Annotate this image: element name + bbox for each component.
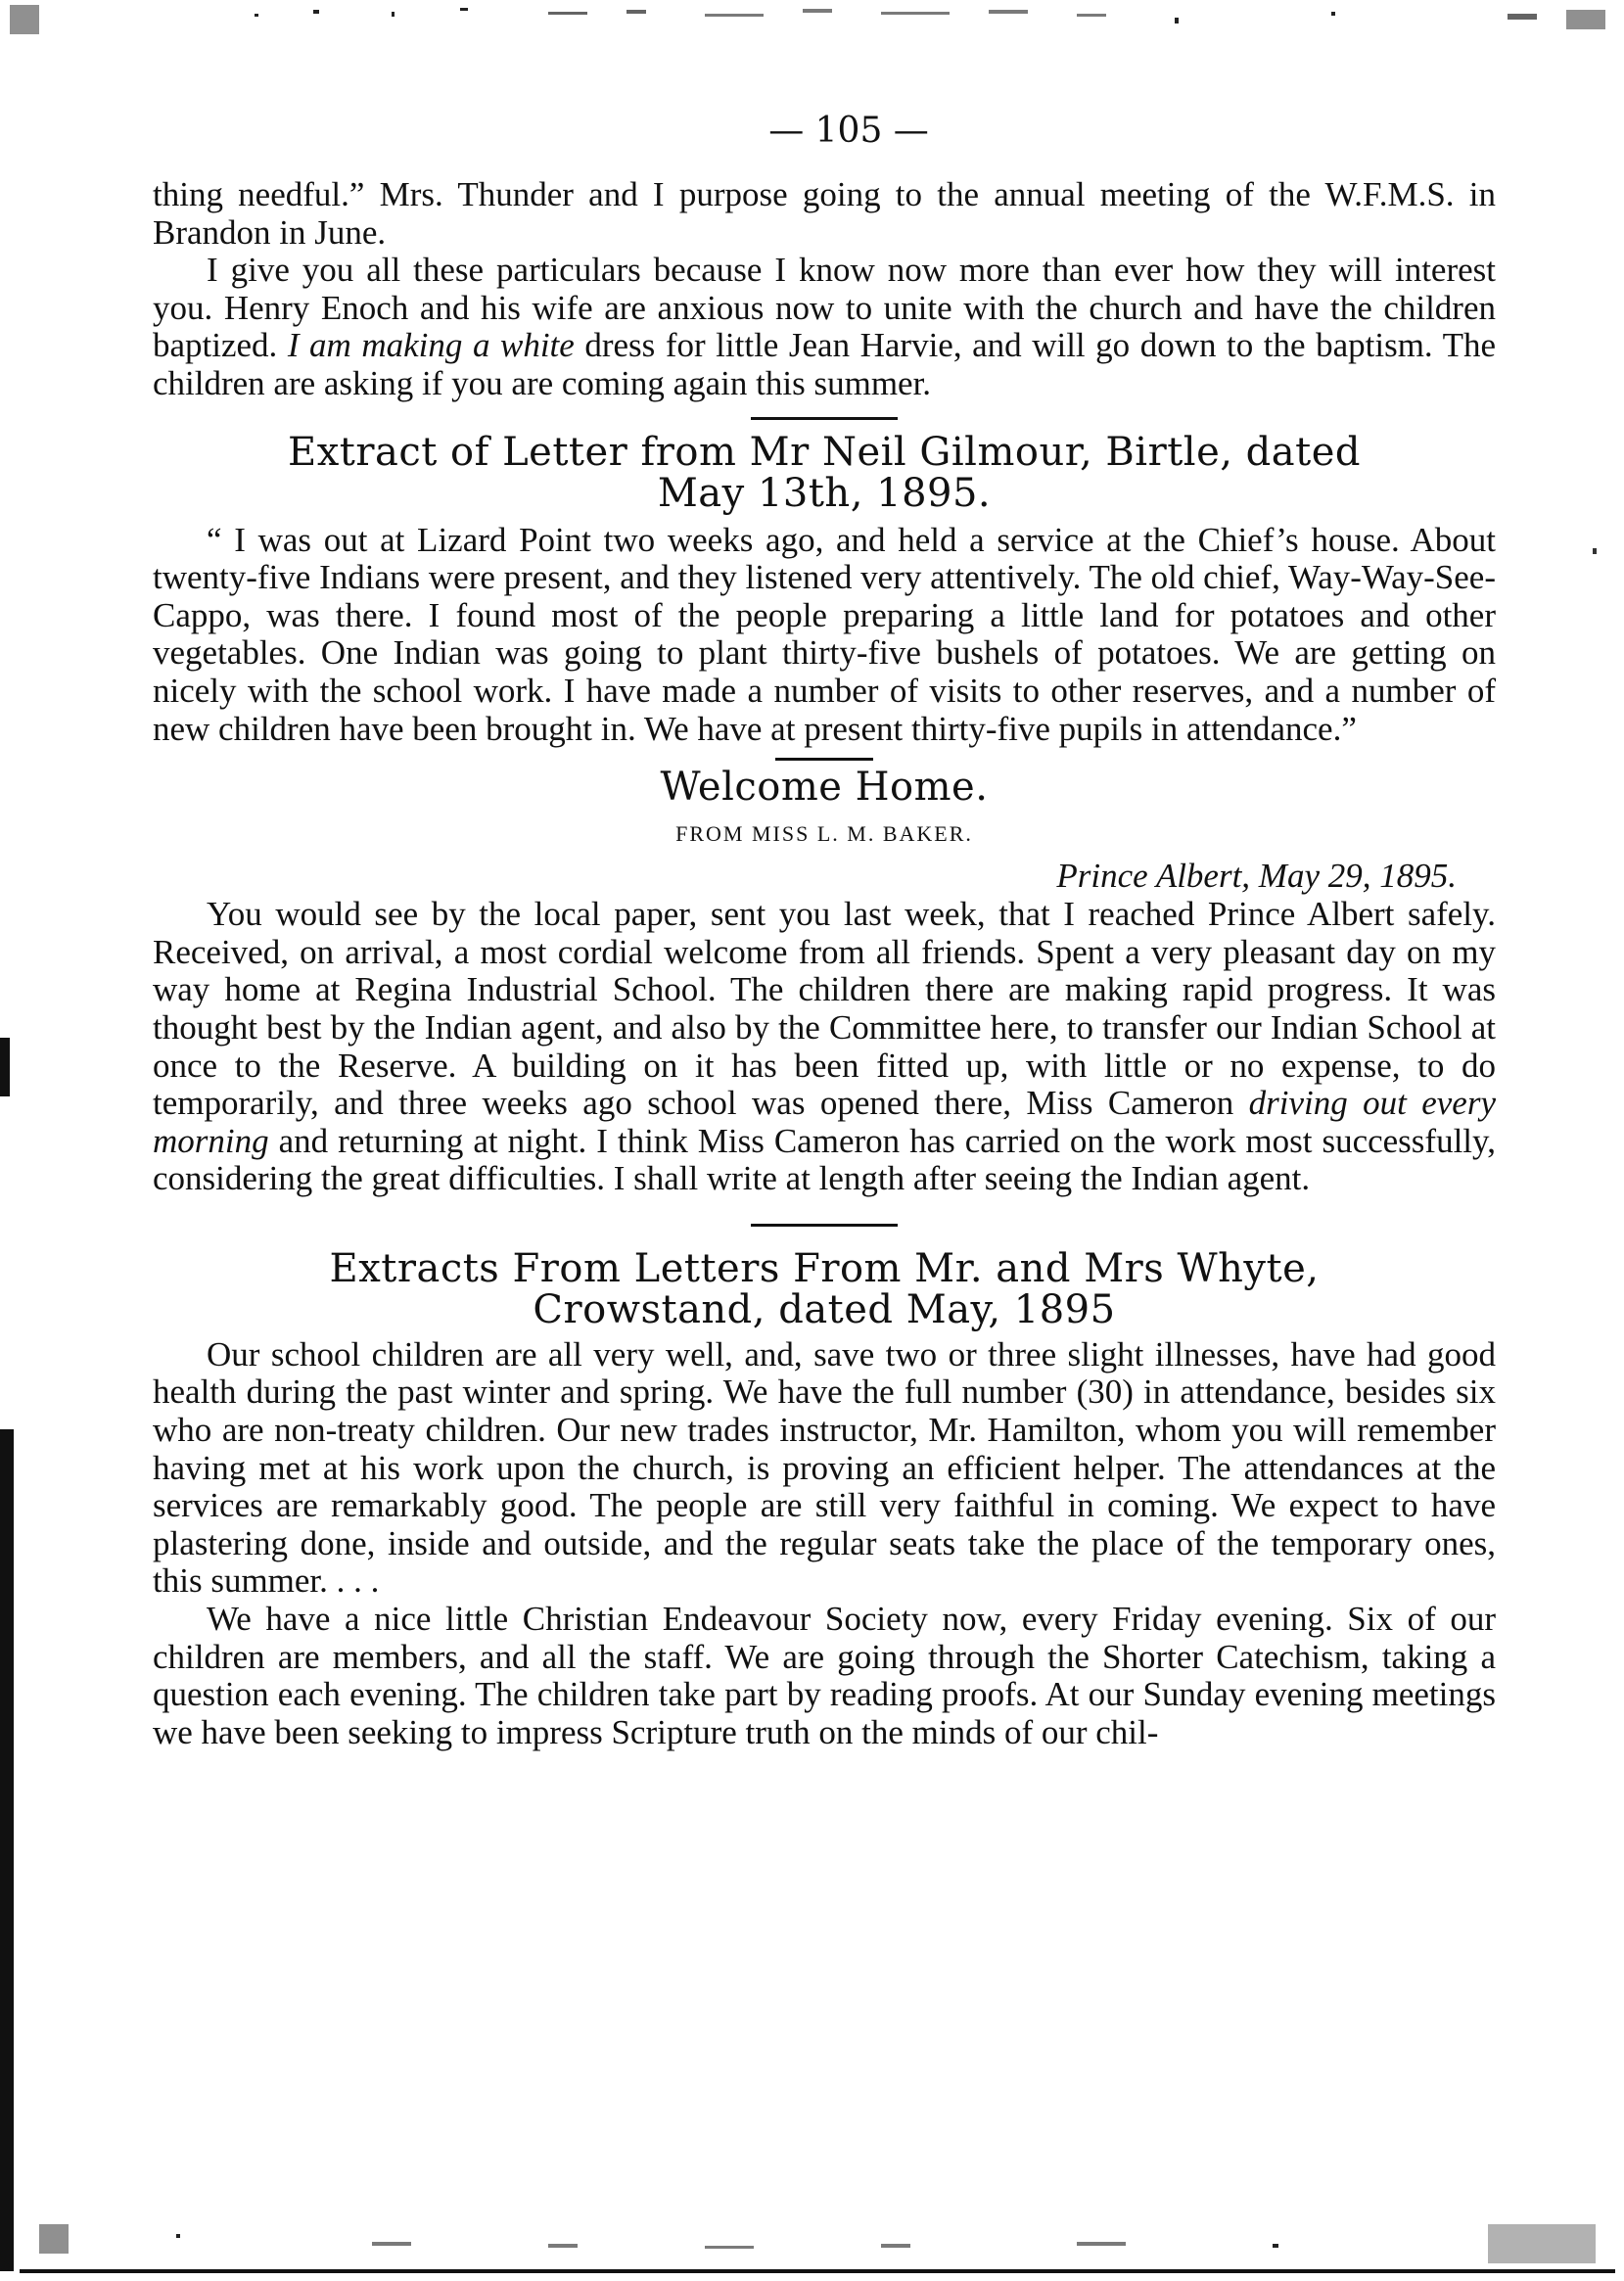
scan-edge-bar: [0, 1429, 14, 2271]
section-heading-whyte: Extracts From Letters From Mr. and Mrs Whyte, Crowstand, dated May, 1895: [329, 1245, 1320, 1332]
intro-paragraph: thing needful.” Mrs. Thunder and I purpose going to the annual meeting of the W.F.M.S. in Brandon in June.: [153, 175, 1496, 252]
section-heading-welcome: Welcome Home.: [660, 765, 989, 811]
byline: FROM MISS L. M. BAKER.: [675, 821, 973, 847]
intro-paragraph-2: I give you all these particulars because I know now more than ever how they will interest you. Henry Enoch and his wife are anxious now to unite with the church and have the children baptized. I am making a white dress for little Jean Harvie, and will go down to the baptism. The children are asking if you are coming again this summer.: [153, 251, 1497, 402]
whyte-letter-paragraph-2: We have a nice little Christian Endeavour Society now, every Friday evening. Six of our children are members, and all the staff. We are going through the Shorter Catechism, taking a question each evening. The children take part by reading proofs. At our Sunday evening meetings we have been seeking to impress Scripture truth on the minds of our chil-: [153, 1600, 1496, 1751]
scan-noise-top: [0, 0, 1624, 59]
section-divider: [775, 758, 873, 761]
section-divider: [751, 417, 898, 420]
section-divider: [751, 1224, 898, 1227]
page-bottom-edge: [20, 2269, 1615, 2273]
scan-speck: [1593, 548, 1597, 554]
dateline: Prince Albert, May 29, 1895.: [1056, 857, 1457, 896]
page-number: — 105 —: [768, 111, 929, 151]
scan-edge-mark: [0, 1038, 10, 1096]
gilmour-letter-body: “ I was out at Lizard Point two weeks ago, and held a service at the Chief’s house. About twenty-five Indians were present, and they listened very attentively. The old chief, Way-Way-See-Cappo, was there. I found most of the people preparing a little land for potatoes and other vegetables. One Indian was going to plant thirty-five bushels of potatoes. We are getting on nicely with the school work. I have made a number of visits to other reserves, and a number of new children have been brought in. We have at present thirty-five pupils in attendance.”: [153, 520, 1496, 748]
whyte-letter-paragraph-1: Our school children are all very well, and, save two or three slight illnesses, have had good health during the past winter and spring. We have the full number (30) in attendance, besides six who are non-treaty children. Our new trades instructor, Mr. Hamilton, whom you will remember having met at his work upon the church, is proving an efficient helper. The attendances at the services are remarkably good. The people are still very faithful in coming. We expect to have plastering done, inside and outside, and the regular seats take the place of the temporary ones, this summer. . . .: [153, 1334, 1496, 1601]
section-heading-gilmour: Extract of Letter from Mr Neil Gilmour, Birtle, dated May 13th, 1895.: [288, 429, 1361, 516]
welcome-letter-body: You would see by the local paper, sent you last week, that I reached Prince Albert safely. Received, on arrival, a most cordial welcome from all friends. Spent a very pleasant day on my way home at Regina Industrial School. The children there are making rapid progress. It was thought best by the Indian agent, and also by the Committee here, to transfer our Indian School at once to the Reserve. A building on it has been fitted up, with little or no expense, to do temporarily, and three weeks ago school was opened there, Miss Cameron driving out every morning and returning at night. I think Miss Cameron has carried on the work most successfully, considering the great difficulties. I shall write at length after seeing the Indian agent.: [153, 895, 1496, 1198]
page-content: [153, 106, 1496, 1751]
